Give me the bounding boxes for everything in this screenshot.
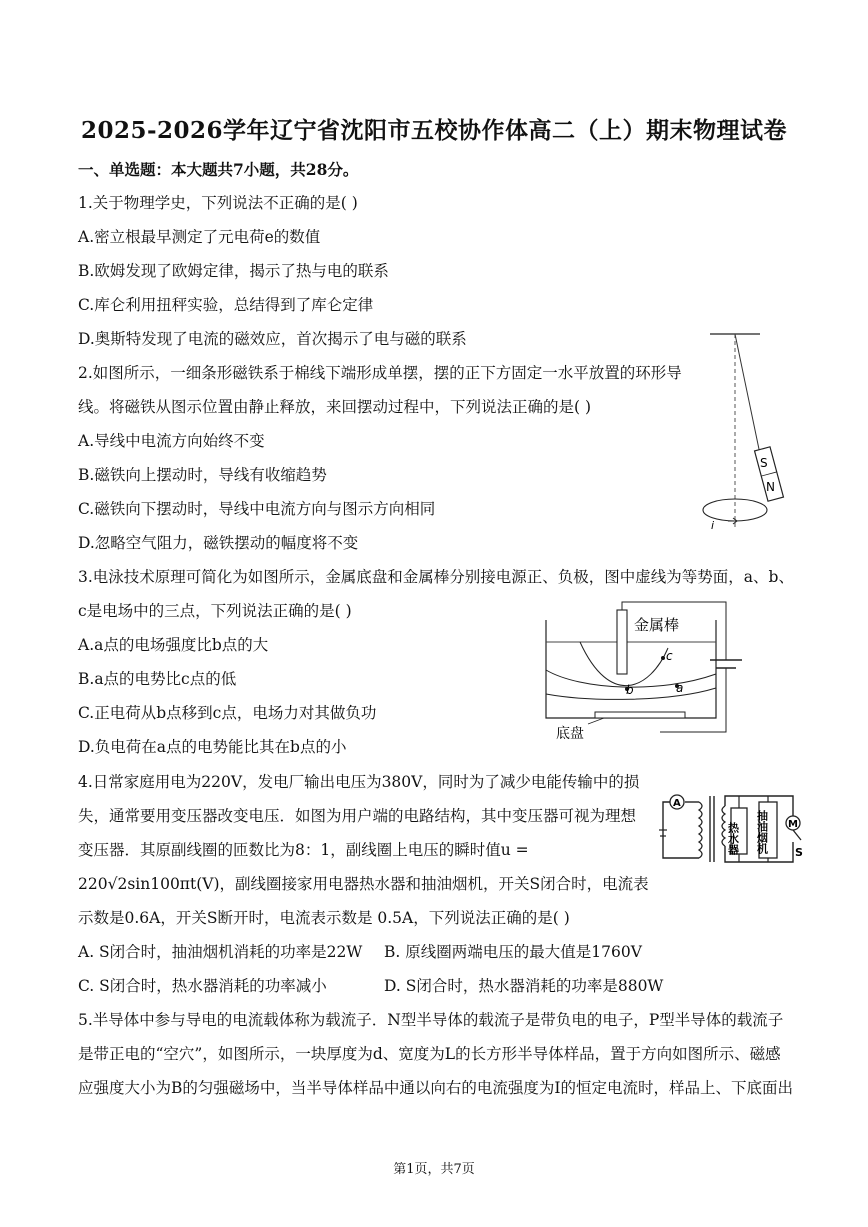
- page-footer: 第1页，共7页: [393, 1162, 475, 1177]
- switch-label: S: [795, 846, 803, 859]
- q1-option-d: D.奥斯特发现了电流的磁效应，首次揭示了电与磁的联系: [78, 330, 467, 348]
- transformer-circuit-figure: [655, 786, 805, 868]
- q3-stem-line2: c是电场中的三点，下列说法正确的是( ): [78, 602, 352, 620]
- q2-option-a: A.导线中电流方向始终不变: [78, 432, 265, 450]
- q3-option-d: D.负电荷在a点的电势能比其在b点的小: [78, 738, 347, 756]
- q2-option-c: C.磁铁向下摆动时，导线中电流方向与图示方向相同: [78, 500, 436, 518]
- base-label: 底盘: [556, 726, 584, 742]
- q4-option-c: C. S闭合时，热水器消耗的功率减小: [78, 977, 327, 995]
- q1-option-a: A.密立根最早测定了元电荷e的数值: [78, 228, 321, 246]
- q4-stem-line4: 220√2sin100πt(V)，副线圈接家用电器热水器和抽油烟机，开关S闭合时，电流表: [78, 875, 649, 893]
- q4-option-a: A. S闭合时，抽油烟机消耗的功率是22W: [78, 943, 363, 961]
- q4-option-d: D. S闭合时，热水器消耗的功率是880W: [384, 977, 664, 995]
- q1-stem: 1.关于物理学史，下列说法不正确的是( ): [78, 194, 358, 212]
- q2-stem-line2: 线。将磁铁从图示位置由静止释放，来回摆动过程中，下列说法正确的是( ): [78, 398, 592, 416]
- q4-stem-line1: 4.日常家庭用电为220V，发电厂输出电压为380V，同时为了减少电能传输中的损: [78, 773, 640, 791]
- q3-option-a: A.a点的电场强度比b点的大: [78, 636, 269, 654]
- q2-stem-line1: 2.如图所示，一细条形磁铁系于棉线下端形成单摆，摆的正下方固定一水平放置的环形导: [78, 364, 682, 382]
- magnet-n-label: N: [766, 480, 775, 494]
- point-c-label: c: [666, 649, 673, 663]
- point-b-label: b: [626, 683, 634, 697]
- q3-option-c: C.正电荷从b点移到c点，电场力对其做负功: [78, 704, 377, 722]
- q4-stem-line5: 示数是0.6A，开关S断开时，电流表示数是 0.5A，下列说法正确的是( ): [78, 909, 570, 927]
- magnet-s-label: S: [760, 456, 768, 470]
- section-heading: 一、单选题：本大题共7小题，共28分。: [78, 160, 359, 179]
- q3-stem-line1: 3.电泳技术原理可简化为如图所示，金属底盘和金属棒分别接电源正、负极，图中虚线为等势面，a、b、: [78, 568, 794, 586]
- q5-stem-line3: 应强度大小为B的匀强磁场中，当半导体样品中通以向右的电流强度为I的恒定电流时，样品上、下底面出: [78, 1079, 794, 1097]
- pendulum-figure: [700, 328, 810, 538]
- q2-option-b: B.磁铁向上摆动时，导线有收缩趋势: [78, 466, 327, 484]
- heater-label: 热水器: [726, 822, 740, 855]
- ammeter-label: A: [673, 798, 681, 809]
- point-a-label: a: [676, 681, 684, 695]
- hood-label: 抽油烟机: [755, 810, 769, 854]
- q2-option-d: D.忽略空气阻力，磁铁摆动的幅度将不变: [78, 534, 359, 552]
- motor-label: M: [788, 819, 798, 830]
- current-label: i: [711, 519, 715, 532]
- rod-label: 金属棒: [634, 616, 680, 634]
- q4-stem-line3: 变压器．其原副线圈的匝数比为8：1，副线圈上电压的瞬时值u =: [78, 841, 529, 859]
- q1-option-c: C.库仑利用扭秤实验，总结得到了库仑定律: [78, 296, 374, 314]
- q3-option-b: B.a点的电势比c点的低: [78, 670, 237, 688]
- q5-stem-line1: 5.半导体中参与导电的电流载体称为载流子．N型半导体的载流子是带负电的电子，P型半导体的载流子: [78, 1011, 784, 1029]
- q4-option-b: B. 原线圈两端电压的最大值是1760V: [384, 943, 642, 961]
- q5-stem-line2: 是带正电的“空穴”，如图所示，一块厚度为d、宽度为L的长方形半导体样品，置于方向如图所示、磁感: [78, 1045, 781, 1063]
- q4-stem-line2: 失，通常要用变压器改变电压．如图为用户端的电路结构，其中变压器可视为理想: [78, 807, 637, 825]
- page-title: 2025-2026学年辽宁省沈阳市五校协作体高二（上）期末物理试卷: [80, 117, 788, 144]
- electrophoresis-figure: [540, 598, 750, 746]
- q1-option-b: B.欧姆发现了欧姆定律，揭示了热与电的联系: [78, 262, 389, 280]
